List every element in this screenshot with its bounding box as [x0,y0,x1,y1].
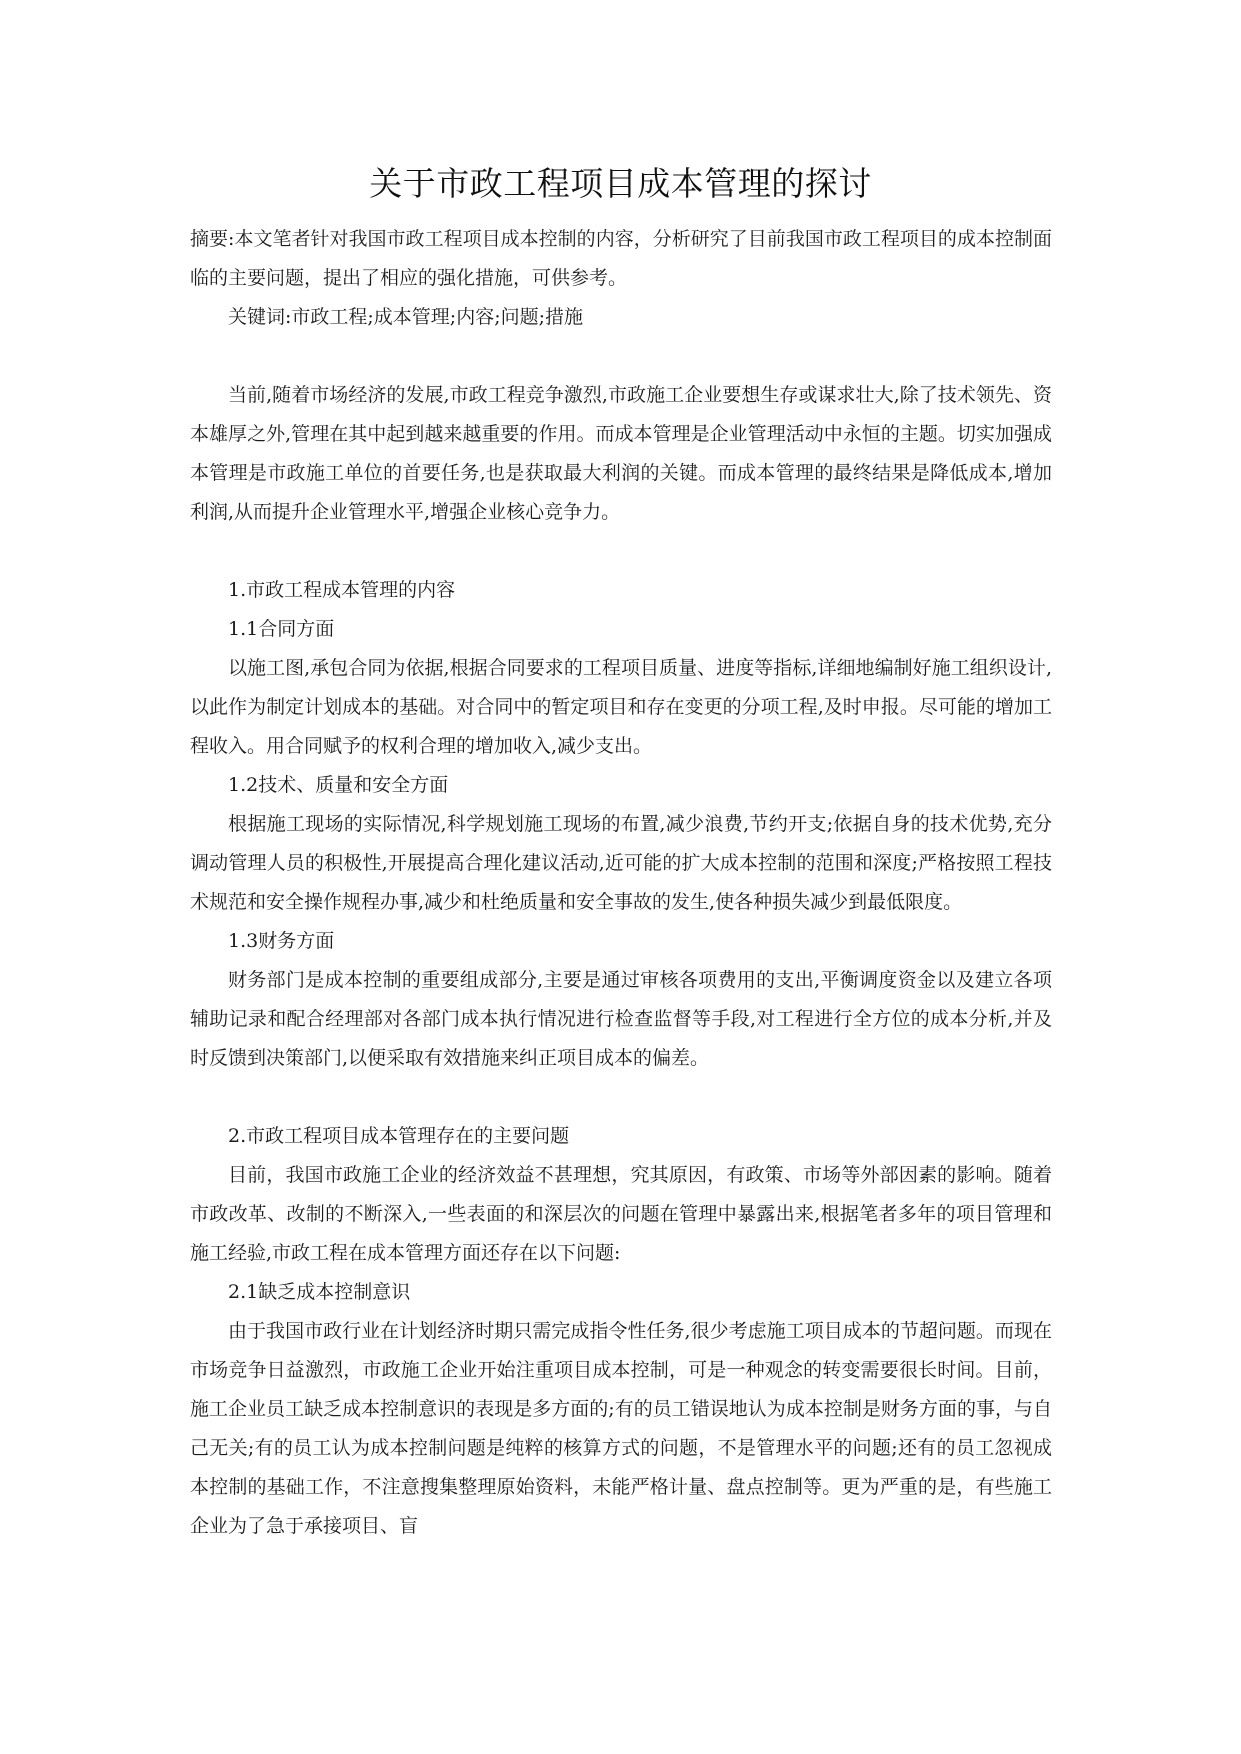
section-1-2-paragraph: 根据施工现场的实际情况,科学规划施工现场的布置,减少浪费,节约开支;依据自身的技术优势,充分调动管理人员的积极性,开展提高合理化建议活动,近可能的扩大成本控制的范围和深度;严格按照工程技术规范和安全操作规程办事,减少和杜绝质量和安全事故的发生,使各种损失减少到最低限度。 [190,813,1052,913]
section-2-1-heading: 2.1缺乏成本控制意识 [228,1281,411,1303]
page-title: 关于市政工程项目成本管理的探讨 [369,164,872,203]
spacer [190,532,1052,571]
section-2-intro-paragraph: 目前，我国市政施工企业的经济效益不甚理想，究其原因，有政策、市场等外部因素的影响。随着市政改革、改制的不断深入,一些表面的和深层次的问题在管理中暴露出来,根据笔者多年的项目管理和施工经验,市政工程在成本管理方面还存在以下问题: [190,1164,1052,1264]
section-1-heading: 1.市政工程成本管理的内容 [228,579,456,601]
section-1-1-paragraph: 以施工图,承包合同为依据,根据合同要求的工程项目质量、进度等指标,详细地编制好施工组织设计,以此作为制定计划成本的基础。对合同中的暂定项目和存在变更的分项工程,及时申报。尽可能的增加工程收入。用合同赋予的权利合理的增加收入,减少支出。 [190,657,1052,757]
section-1-3-paragraph: 财务部门是成本控制的重要组成部分,主要是通过审核各项费用的支出,平衡调度资金以及建立各项辅助记录和配合经理部对各部门成本执行情况进行检查监督等手段,对工程进行全方位的成本分析,并及时反馈到决策部门,以便采取有效措施来纠正项目成本的偏差。 [190,969,1052,1069]
intro-paragraph: 当前,随着市场经济的发展,市政工程竞争激烈,市政施工企业要想生存或谋求壮大,除了技术领先、资本雄厚之外,管理在其中起到越来越重要的作用。而成本管理是企业管理活动中永恒的主题。切实加强成本管理是市政施工单位的首要任务,也是获取最大利润的关键。而成本管理的最终结果是降低成本,增加利润,从而提升企业管理水平,增强企业核心竞争力。 [190,384,1052,523]
document-body [190,220,1052,1546]
abstract-paragraph: 摘要:本文笔者针对我国市政工程项目成本控制的内容，分析研究了目前我国市政工程项目的成本控制面临的主要问题，提出了相应的强化措施，可供参考。 [190,228,1052,289]
spacer [190,337,1052,376]
section-1-2-heading: 1.2技术、质量和安全方面 [228,774,449,796]
section-2-heading: 2.市政工程项目成本管理存在的主要问题 [228,1125,570,1147]
keywords-line: 关键词:市政工程;成本管理;内容;问题;措施 [228,306,584,328]
section-1-1-heading: 1.1合同方面 [228,618,335,640]
section-1-3-heading: 1.3财务方面 [228,930,335,952]
section-2-1-paragraph: 由于我国市政行业在计划经济时期只需完成指令性任务,很少考虑施工项目成本的节超问题。而现在市场竞争日益激烈，市政施工企业开始注重项目成本控制，可是一种观念的转变需要很长时间。目前，施工企业员工缺乏成本控制意识的表现是多方面的;有的员工错误地认为成本控制是财务方面的事，与自己无关;有的员工认为成本控制问题是纯粹的核算方式的问题，不是管理水平的问题;还有的员工忽视成本控制的基础工作，不注意搜集整理原始资料，未能严格计量、盘点控制等。更为严重的是，有些施工企业为了急于承接项目、盲 [190,1320,1052,1537]
spacer [190,1078,1052,1117]
